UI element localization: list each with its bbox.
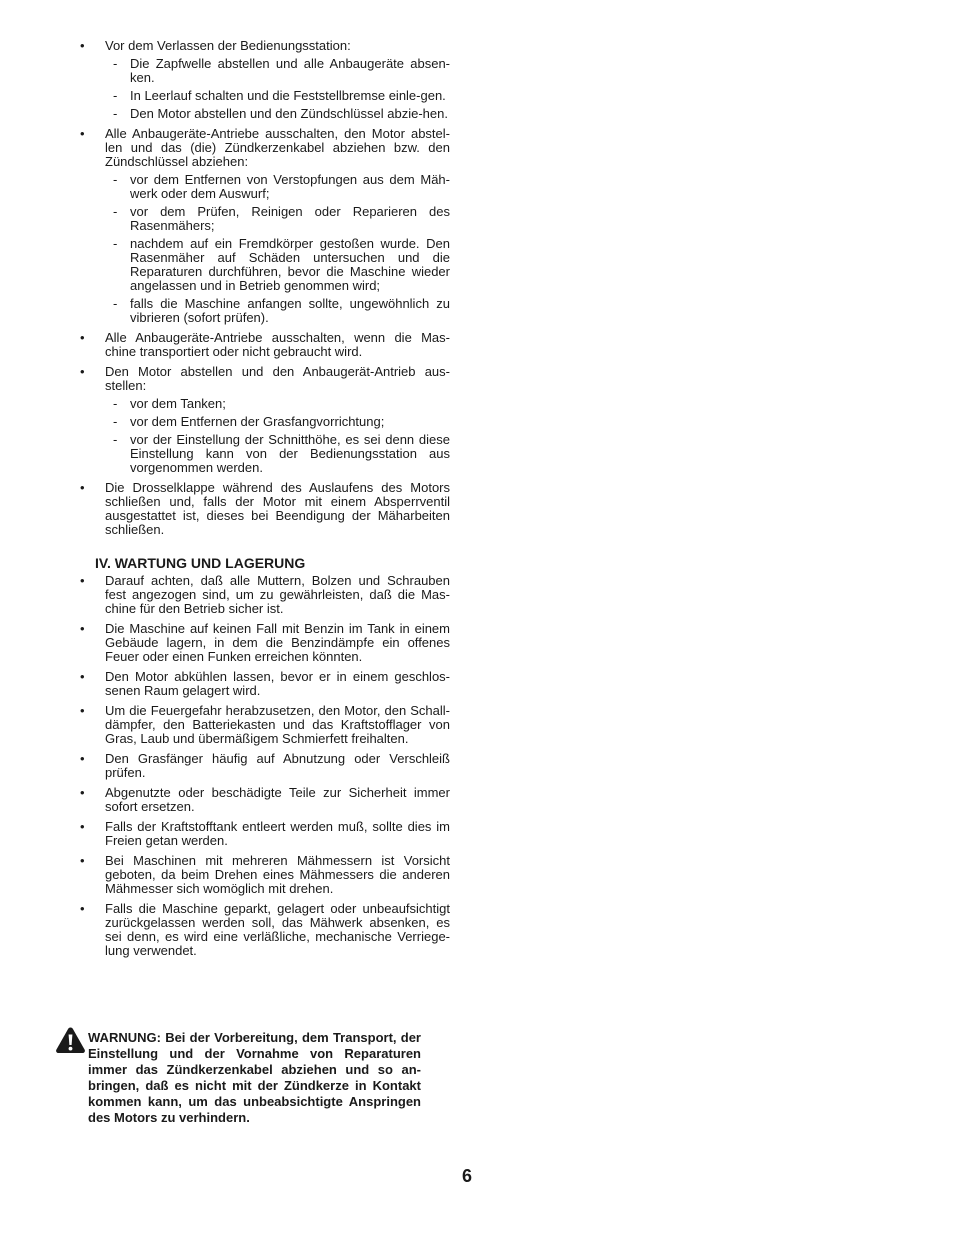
sub-item: - vor dem Prüfen, Reinigen oder Reparieren des Rasenmähers; [105, 205, 450, 233]
bullet-text: • Den Motor abkühlen lassen, bevor er in einem geschlos-senen Raum gelagert wird. [105, 669, 450, 698]
bullet-item [80, 902, 450, 958]
section-heading: IV. WARTUNG UND LAGERUNG [95, 555, 306, 571]
bullet-text: • Den Grasfänger häufig auf Abnutzung oder Verschleiß prüfen. [105, 751, 450, 780]
sub-item: - vor dem Entfernen der Grasfangvorrichtung; [105, 415, 450, 429]
bullet-text: • Um die Feuergefahr herabzusetzen, den Motor, den Schall-dämpfer, den Batteriekasten und das Kraftstofflager von Gras, Laub und übermäßigem Schmierfett freihalten. [105, 703, 450, 746]
bullet-text: • Falls der Kraftstofftank entleert werden muß, sollte dies im Freien getan werden. [105, 819, 450, 848]
bullet-item [80, 820, 450, 848]
bullet-text: • Vor dem Verlassen der Bedienungsstation: [105, 38, 351, 53]
bullet-text: • Den Motor abstellen und den Anbaugerät-Antrieb aus-stellen: [105, 364, 450, 393]
bullet-item [80, 39, 450, 121]
bullet-text: • Falls die Maschine geparkt, gelagert oder unbeaufsichtigt zurückgelassen werden soll, das Mähwerk absenken, es sei denn, es wird eine verläßliche, mechanische Verriege-lung verwendet. [105, 901, 450, 958]
warning-text: WARNUNG: Bei der Vorbereitung, dem Transport, der Einstellung und der Vornahme von Reparaturen immer das Zündkerzenkabel abziehen und so an-bringen, daß es nicht mit der Zündkerze in Kontakt kommen kann, um das unbeabsichtigte Anspringen des Motors zu verhindern. [88, 1030, 421, 1125]
bullet-text: • Alle Anbaugeräte-Antriebe ausschalten, wenn die Mas-chine transportiert oder nicht gebraucht wird. [105, 330, 450, 359]
sub-item: - Den Motor abstellen und den Zündschlüssel abzie-hen. [105, 107, 450, 121]
bullet-item [80, 704, 450, 746]
bullet-text: • Alle Anbaugeräte-Antriebe ausschalten, den Motor abstel-len und das (die) Zündkerzenkabel abziehen bzw. den Zündschlüssel abziehen: [105, 126, 450, 169]
warning-triangle-icon [55, 1026, 86, 1054]
bullet-item [80, 365, 450, 475]
sub-item: - nachdem auf ein Fremdkörper gestoßen wurde. Den Rasenmäher auf Schäden untersuchen und die Reparaturen durchführen, bevor die Maschine wieder angelassen und in Betrieb genommen wird; [105, 237, 450, 293]
bullet-item [80, 622, 450, 664]
bullet-item [80, 574, 450, 616]
sub-item: - In Leerlauf schalten und die Feststellbremse einle-gen. [105, 89, 450, 103]
sub-item: - vor der Einstellung der Schnitthöhe, es sei denn diese Einstellung kann von der Bedienungsstation aus vorgenommen werden. [105, 433, 450, 475]
sub-item: - vor dem Tanken; [105, 397, 450, 411]
bullet-text: • Darauf achten, daß alle Muttern, Bolzen und Schrauben fest angezogen sind, um zu gewährleisten, daß die Mas-chine für den Betrieb sicher ist. [105, 573, 450, 616]
bullet-text: • Die Maschine auf keinen Fall mit Benzin im Tank in einem Gebäude lagern, in dem die Benzindämpfe ein offenes Feuer oder einen Funken erreichen könnten. [105, 621, 450, 664]
text-column [80, 39, 450, 964]
sub-item: - falls die Maschine anfangen sollte, ungewöhnlich zu vibrieren (sofort prüfen). [105, 297, 450, 325]
bullet-text: • Abgenutzte oder beschädigte Teile zur Sicherheit immer sofort ersetzen. [105, 785, 450, 814]
bullet-item [80, 786, 450, 814]
bullet-item [80, 854, 450, 896]
bullet-item [80, 331, 450, 359]
bullet-item [80, 127, 450, 325]
bullet-item [80, 481, 450, 537]
bullet-text: • Die Drosselklappe während des Auslaufens des Motors schließen und, falls der Motor mit einem Absperrventil ausgestattet ist, dieses bei Beendigung der Mäharbeiten schließen. [105, 480, 450, 537]
bullet-text: • Bei Maschinen mit mehreren Mähmessern ist Vorsicht geboten, da beim Drehen eines Mähmessers die anderen Mähmesser sich womöglich mit drehen. [105, 853, 450, 896]
bullet-item [80, 752, 450, 780]
sub-item: - vor dem Entfernen von Verstopfungen aus dem Mäh-werk oder dem Auswurf; [105, 173, 450, 201]
sub-item: - Die Zapfwelle abstellen und alle Anbaugeräte absen-ken. [105, 57, 450, 85]
page-number: 6 [462, 1166, 473, 1186]
bullet-item [80, 670, 450, 698]
